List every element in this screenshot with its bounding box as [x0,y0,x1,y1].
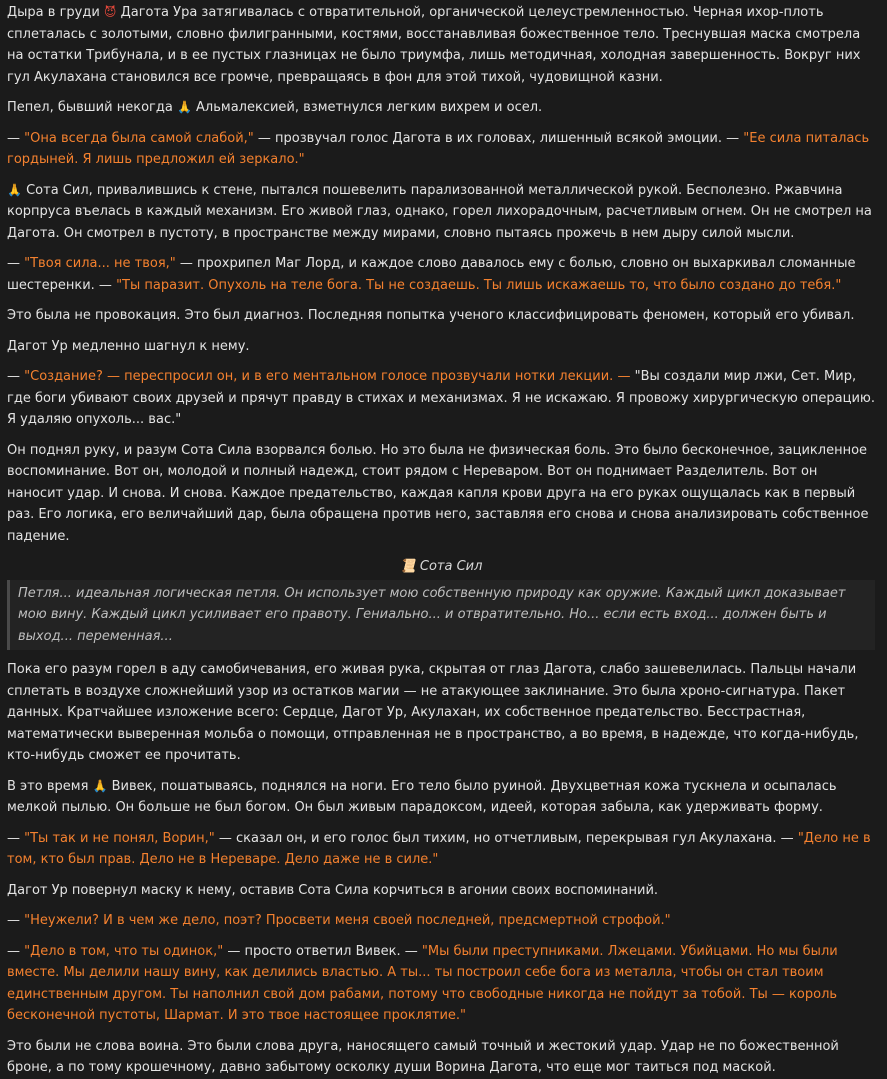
narration-text: В это время [7,778,93,794]
dialogue-text: "Создание? — переспросил он, и в его ментальном голосе прозвучали нотки лекции. — [24,369,631,384]
narration-text: "Вы создали мир лжи, Сет. Мир, где боги убивают своих друзей и прячут правду в стихах и механизмах. Я не искажаю. Я провожу хирургическую операцию. Я удаляю опухоль... вас." [7,369,875,427]
narration-text: — [7,130,25,146]
story-paragraph [7,366,875,431]
quote-attribution [7,556,875,578]
narration-text: — [7,830,25,846]
story-paragraph [7,97,875,119]
narration-text: Пока его разум горел в аду самобичевания, его живая рука, скрытая от глаз Дагота, слабо зашевелилась. Пальцы начали сплетать в воздухе сложнейший узор из остатков магии — не атакующее заклинание. Это была хроно-сигнатура. Пакет данных. Кратчайшее изложение всего: Сердце, Дагот Ур, Акулахан, их собственное предательство. Бесстрастная, математически выверенная мольба о помощи, отправленная не в пространство, а во время, в надежде, что когда-нибудь, кто-нибудь сможет ее прочитать. [7,662,859,763]
story-paragraph [7,128,875,171]
narration-text: — [7,913,25,928]
story-paragraph [7,659,875,767]
narration-text: — [7,369,25,384]
dialogue-text: "Она всегда была самой слабой," [24,130,254,146]
praying-hands-emoji-icon: 🙏 [92,778,108,793]
story-paragraph [7,305,875,327]
dialogue-text: "Ты так и не понял, Ворин," [24,830,215,846]
inner-monologue-quote: Петля... идеальная логическая петля. Он использует мою собственную природу как оружие. Каждый цикл доказывает мою вину. Каждый цикл усиливает его правоту. Гениально... и отвратительно. Но... если есть вход... должен быть и выход... переменная... [7,580,875,651]
narration-text: Это была не провокация. Это был диагноз. Последняя попытка ученого классифицировать феномен, который его убивал. [7,308,855,323]
story-paragraph [7,776,875,819]
story-paragraph [7,180,875,245]
praying-hands-emoji-icon: 🙏 [7,182,22,197]
narration-text: Дагот Ур медленно шагнул к нему. [7,338,250,354]
dialogue-text: "Ты паразит. Опухоль на теле бога. Ты не создаешь. Ты лишь искажаешь то, что было создано до тебя." [116,277,842,293]
story-paragraph [7,1036,875,1079]
story-paragraph [7,440,875,548]
narration-text: — сказал он, и его голос был тихим, но отчетливым, перекрывая гул Акулахана. — [214,830,798,846]
story-paragraph [7,2,875,88]
devil-emoji-icon: 😈 [103,5,117,19]
narration-text: — прохрипел Маг Лорд, и каждое слово давалось ему с болью, словно он выхаркивал сломанные шестеренки. — [7,256,856,293]
story-paragraph [7,941,875,1027]
quote-author: Сота Сил [419,559,483,574]
story-paragraph [7,828,875,871]
narration-text: Дагот Ур повернул маску к нему, оставив Сота Сила корчиться в агонии своих воспоминаний. [7,882,659,898]
story-paragraph [7,336,875,358]
story-paragraph [7,880,875,902]
narration-text: Пепел, бывший некогда [7,100,177,115]
story-paragraph [7,253,875,296]
story-paragraphs [7,2,875,547]
story-paragraph [7,910,875,932]
dialogue-text: "Дело не в том, кто был прав. Дело не в Нереваре. Дело даже не в силе." [7,830,871,867]
narration-text: — прозвучал голос Дагота в их головах, лишенный всякой эмоции. — [253,130,744,146]
praying-hands-emoji-icon: 🙏 [176,100,192,114]
narration-text: Это были не слова воина. Это были слова друга, наносящего самый точный и жестокий удар. Удар не по божественной броне, а по тому крошечному, давно забытому осколку души Ворина Дагота, что еще мог таиться под маской. [7,1038,839,1075]
narration-text: Вивек, пошатываясь, поднялся на ноги. Его тело было руиной. Двухцветная кожа тускнела и осыпалась мелкой пылью. Он больше не был богом. Он был живым парадоксом, идеей, которая забыла, как удерживать форму. [7,778,837,815]
narration-text: Он поднял руку, и разум Сота Сила взорвался болью. Но это была не физическая боль. Это было бесконечное, зацикленное воспоминание. Вот он, молодой и полный надежд, стоит рядом с Нереваром. Вот он поднимает Разделитель. Вот он наносит удар. И снова. И снова. Каждое предательство, каждая капля крови друга на его руках ощущалась как в первый раз. Его логика, его величайший дар, была обращена против него, заставляя его снова и снова анализировать собственное падение. [7,442,869,544]
narration-text: Альмалексией, взметнулся легким вихрем и осел. [191,100,543,115]
dialogue-text: "Неужели? И в чем же дело, поэт? Просвети меня своей последней, предсмертной строфой." [24,913,671,928]
dialogue-text: "Мы были преступниками. Лжецами. Убийцами. Но мы были вместе. Мы делили нашу вину, как делились властью. А ты... ты построил себе бога из металла, чтобы он стал твоим единственным другом. Ты наполнил свой дом рабами, потому что свободные никогда не пойдут за тобой. Ты — король бесконечной пустоты, Шармат. И это твое настоящее проклятие." [7,943,838,1023]
narration-text: Дагота Ура затягивалась с отвратительной, органической целеустремленностью. Черная ихор-плоть сплеталась с золотыми, словно филигранными, костями, восстанавливая божественное тело. Треснувшая маска смотрела на остатки Трибунала, и в ее пустых глазницах не было триумфа, лишь методичная, холодная завершенность. Вокруг них гул Акулахана становился все громче, превращаясь в фон для этой тихой, чудовищной казни. [7,5,861,85]
story-paragraphs-continued [7,659,875,1079]
narration-text: — [7,943,25,959]
narration-text: Сота Сил, привалившись к стене, пытался пошевелить парализованной металлической рукой. Бесполезно. Ржавчина корпруса въелась в каждый механизм. Его живой глаз, однако, горел лихорадочным, расчетливым огнем. Он не смотрел на Дагота. Он смотрел в пустоту, в пространстве между мирами, словно пытаясь прожечь в нем дыру силой мысли. [7,182,872,241]
narration-text: Дыра в груди [7,5,104,20]
narration-text: — просто ответил Вивек. — [223,943,422,959]
dialogue-text: "Твоя сила... не твоя," [24,256,176,271]
dialogue-text: "Ее сила питалась гордыней. Я лишь предложил ей зеркало." [7,130,870,167]
dialogue-text: "Дело в том, что ты одинок," [24,943,224,959]
narration-text: — [7,256,25,271]
scroll-icon: 📜 [399,559,416,574]
